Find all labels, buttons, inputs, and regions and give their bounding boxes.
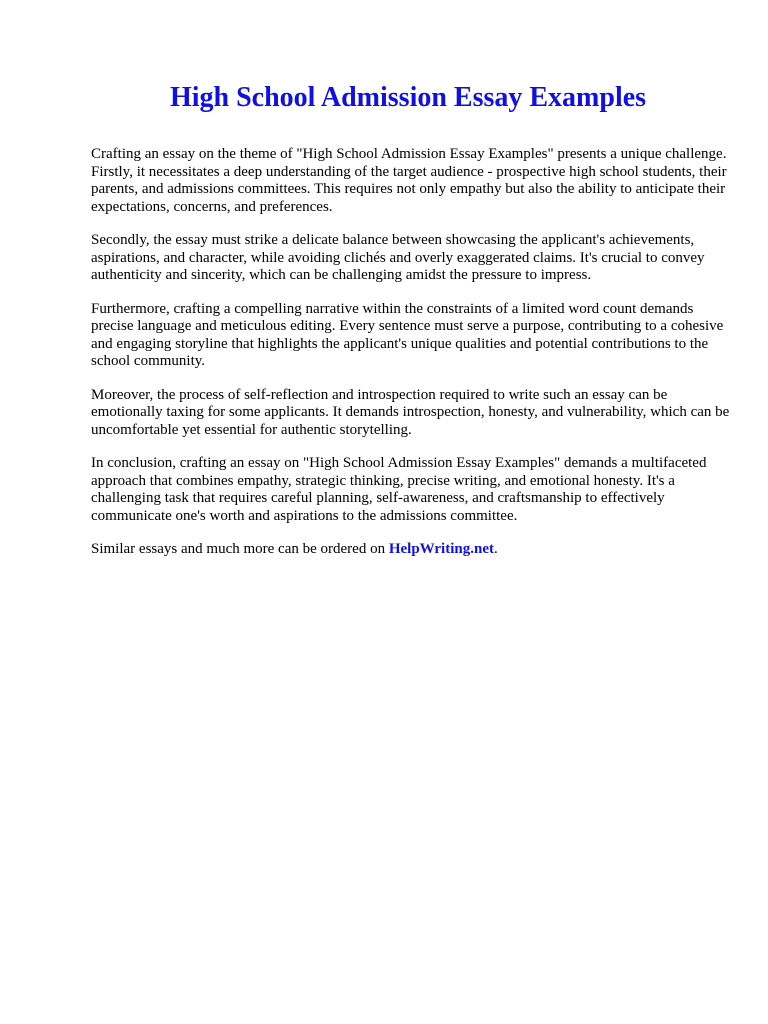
essay-paragraph-2: Secondly, the essay must strike a delicate balance between showcasing the applicant's achievements, aspirations, and character, while avoiding clichés and overly exaggerated claims. It's crucial to convey authenticity and sincerity, which can be challenging amidst the pressure to impress. [91, 232, 705, 283]
footer-prefix: Similar essays and much more can be ordered on [91, 541, 389, 557]
essay-paragraph-3: Furthermore, crafting a compelling narrative within the constraints of a limited word count demands precise language and meticulous editing. Every sentence must serve a purpose, contributing to a cohesive and engaging storyline that highlights the applicant's unique qualities and potential contributions to the school community. [91, 300, 724, 369]
essay-paragraph-5: In conclusion, crafting an essay on "High School Admission Essay Examples" demands a multifaceted approach that combines empathy, strategic thinking, precise writing, and emotional honesty. It's a challenging task that requires careful planning, self-awareness, and craftsmanship to effectively communicate one's worth and aspirations to the admissions committee. [91, 455, 707, 524]
essay-paragraph-4: Moreover, the process of self-reflection and introspection required to write such an essay can be emotionally taxing for some applicants. It demands introspection, honesty, and vulnerability, which can be uncomfortable yet essential for authentic storytelling. [91, 386, 730, 438]
footer-suffix: . [493, 541, 498, 557]
essay-paragraph-1: Crafting an essay on the theme of "High School Admission Essay Examples" presents a unique challenge. Firstly, it necessitates a deep understanding of the target audience - prospective high school students, their parents, and admissions committees. This requires not only empathy but also the ability to anticipate their expectations, concerns, and preferences. [91, 146, 727, 215]
page-title: High School Admission Essay Examples [169, 82, 647, 113]
helpwriting-link[interactable]: HelpWriting.net [388, 541, 494, 557]
essay-body [91, 146, 731, 575]
footer-line [91, 541, 731, 559]
